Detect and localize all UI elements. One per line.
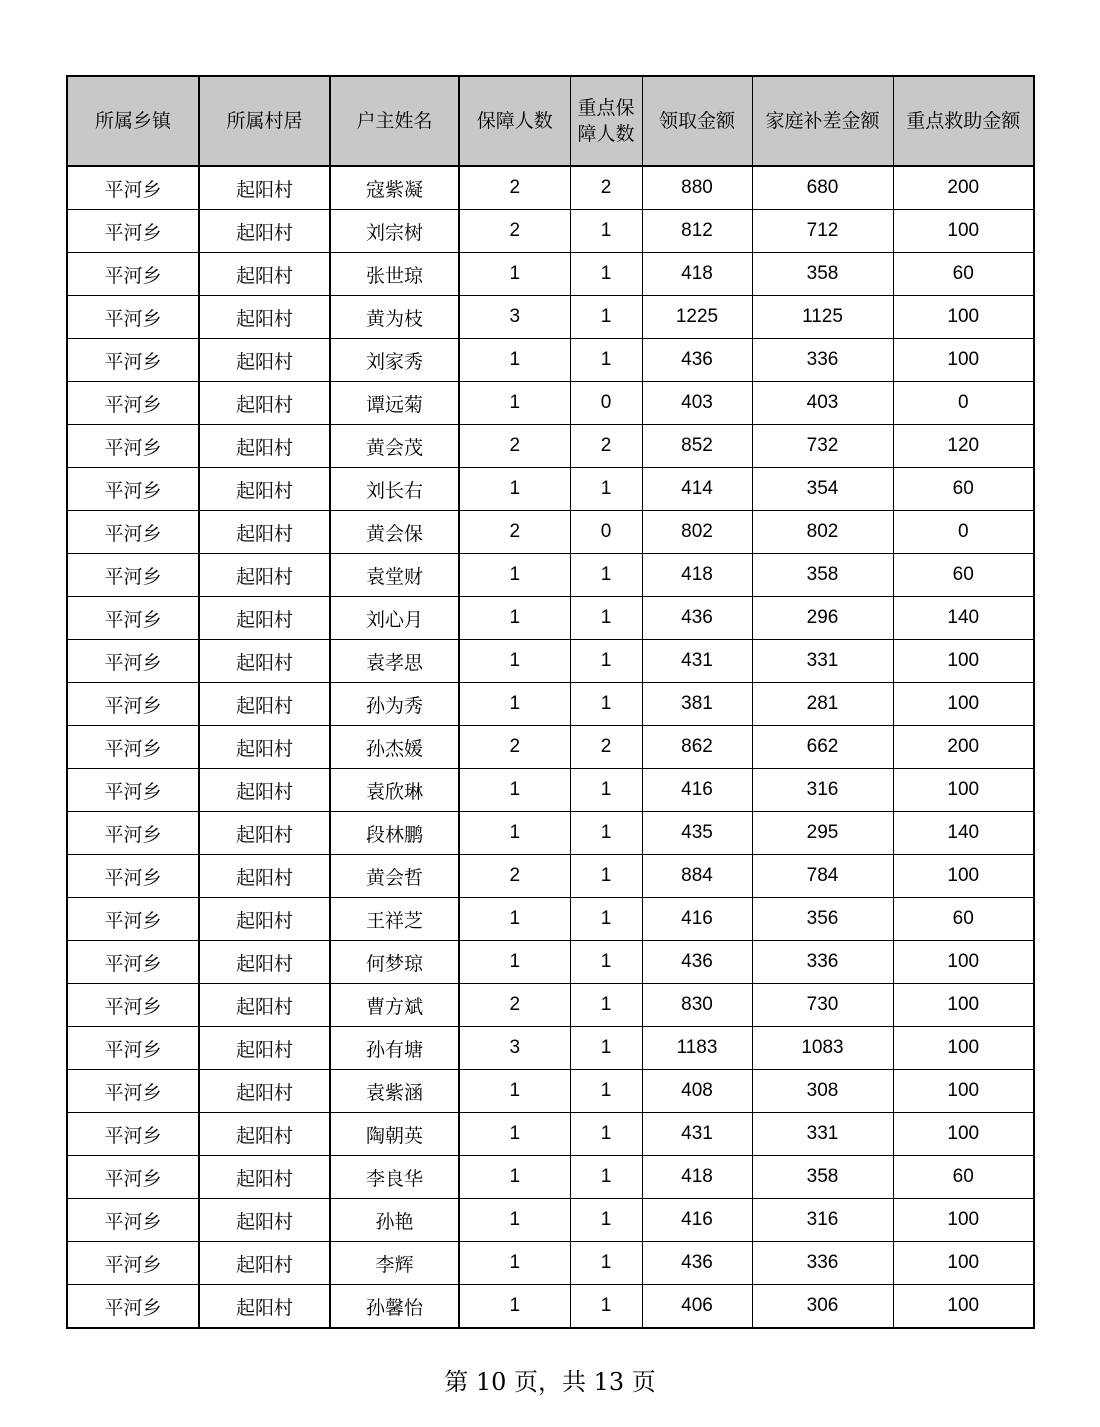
cell-village: 起阳村 [199, 1027, 330, 1070]
cell-village: 起阳村 [199, 425, 330, 468]
table-row [67, 554, 1034, 597]
cell-village: 起阳村 [199, 339, 330, 382]
cell-householder-name: 刘宗树 [330, 210, 459, 253]
cell-covered-persons: 1 [459, 898, 570, 941]
cell-covered-persons: 2 [459, 984, 570, 1027]
cell-householder-name: 袁紫涵 [330, 1070, 459, 1113]
cell-key-covered-persons: 1 [570, 812, 642, 855]
cell-amount-received: 416 [642, 898, 752, 941]
cell-key-relief-amount: 0 [893, 511, 1034, 554]
table-row [67, 1113, 1034, 1156]
cell-township: 平河乡 [67, 1285, 199, 1329]
cell-key-relief-amount: 100 [893, 1285, 1034, 1329]
cell-amount-received: 436 [642, 339, 752, 382]
cell-village: 起阳村 [199, 382, 330, 425]
cell-township: 平河乡 [67, 425, 199, 468]
cell-householder-name: 陶朝英 [330, 1113, 459, 1156]
cell-amount-received: 403 [642, 382, 752, 425]
cell-householder-name: 黄会哲 [330, 855, 459, 898]
cell-key-covered-persons: 1 [570, 554, 642, 597]
cell-township: 平河乡 [67, 898, 199, 941]
header-covered-persons: 保障人数 [459, 76, 570, 166]
cell-village: 起阳村 [199, 1156, 330, 1199]
cell-amount-received: 862 [642, 726, 752, 769]
cell-householder-name: 曹方斌 [330, 984, 459, 1027]
cell-key-covered-persons: 1 [570, 210, 642, 253]
cell-family-subsidy: 662 [752, 726, 893, 769]
cell-amount-received: 884 [642, 855, 752, 898]
cell-key-covered-persons: 1 [570, 468, 642, 511]
cell-amount-received: 381 [642, 683, 752, 726]
cell-key-covered-persons: 1 [570, 1242, 642, 1285]
cell-township: 平河乡 [67, 382, 199, 425]
cell-village: 起阳村 [199, 1070, 330, 1113]
cell-householder-name: 王祥芝 [330, 898, 459, 941]
cell-key-covered-persons: 1 [570, 253, 642, 296]
cell-key-relief-amount: 60 [893, 898, 1034, 941]
cell-amount-received: 880 [642, 166, 752, 210]
header-village: 所属村居 [199, 76, 330, 166]
cell-key-covered-persons: 2 [570, 726, 642, 769]
cell-village: 起阳村 [199, 1285, 330, 1329]
cell-key-relief-amount: 100 [893, 683, 1034, 726]
cell-township: 平河乡 [67, 984, 199, 1027]
cell-village: 起阳村 [199, 468, 330, 511]
cell-village: 起阳村 [199, 769, 330, 812]
cell-key-relief-amount: 60 [893, 554, 1034, 597]
cell-key-relief-amount: 0 [893, 382, 1034, 425]
table-row [67, 339, 1034, 382]
cell-village: 起阳村 [199, 984, 330, 1027]
cell-township: 平河乡 [67, 554, 199, 597]
cell-householder-name: 寇紫凝 [330, 166, 459, 210]
table-body [67, 166, 1034, 1328]
cell-village: 起阳村 [199, 941, 330, 984]
table-row [67, 726, 1034, 769]
table-row [67, 855, 1034, 898]
cell-key-covered-persons: 1 [570, 898, 642, 941]
cell-key-covered-persons: 1 [570, 683, 642, 726]
cell-covered-persons: 2 [459, 855, 570, 898]
cell-key-covered-persons: 1 [570, 1199, 642, 1242]
cell-village: 起阳村 [199, 898, 330, 941]
cell-covered-persons: 1 [459, 1113, 570, 1156]
cell-amount-received: 418 [642, 554, 752, 597]
table-row [67, 382, 1034, 425]
cell-amount-received: 802 [642, 511, 752, 554]
cell-family-subsidy: 336 [752, 941, 893, 984]
cell-township: 平河乡 [67, 166, 199, 210]
cell-township: 平河乡 [67, 726, 199, 769]
cell-covered-persons: 1 [459, 1242, 570, 1285]
cell-key-covered-persons: 1 [570, 941, 642, 984]
cell-family-subsidy: 358 [752, 253, 893, 296]
cell-covered-persons: 1 [459, 1070, 570, 1113]
cell-amount-received: 1225 [642, 296, 752, 339]
cell-amount-received: 830 [642, 984, 752, 1027]
cell-covered-persons: 1 [459, 1199, 570, 1242]
cell-covered-persons: 1 [459, 941, 570, 984]
cell-covered-persons: 1 [459, 253, 570, 296]
table-row [67, 683, 1034, 726]
cell-township: 平河乡 [67, 769, 199, 812]
cell-family-subsidy: 680 [752, 166, 893, 210]
cell-amount-received: 852 [642, 425, 752, 468]
cell-family-subsidy: 331 [752, 640, 893, 683]
header-householder-name: 户主姓名 [330, 76, 459, 166]
cell-key-relief-amount: 100 [893, 1113, 1034, 1156]
table-row [67, 898, 1034, 941]
cell-key-relief-amount: 200 [893, 726, 1034, 769]
table-row [67, 1070, 1034, 1113]
cell-covered-persons: 1 [459, 640, 570, 683]
cell-township: 平河乡 [67, 1070, 199, 1113]
cell-township: 平河乡 [67, 1156, 199, 1199]
cell-key-relief-amount: 140 [893, 812, 1034, 855]
cell-amount-received: 435 [642, 812, 752, 855]
cell-amount-received: 436 [642, 1242, 752, 1285]
cell-township: 平河乡 [67, 812, 199, 855]
cell-key-relief-amount: 100 [893, 769, 1034, 812]
cell-key-covered-persons: 1 [570, 339, 642, 382]
cell-township: 平河乡 [67, 683, 199, 726]
cell-amount-received: 418 [642, 1156, 752, 1199]
cell-key-covered-persons: 2 [570, 425, 642, 468]
cell-covered-persons: 1 [459, 554, 570, 597]
cell-amount-received: 431 [642, 640, 752, 683]
cell-township: 平河乡 [67, 1199, 199, 1242]
table-row [67, 1242, 1034, 1285]
cell-key-covered-persons: 2 [570, 166, 642, 210]
cell-key-relief-amount: 100 [893, 640, 1034, 683]
cell-family-subsidy: 308 [752, 1070, 893, 1113]
cell-family-subsidy: 295 [752, 812, 893, 855]
cell-township: 平河乡 [67, 597, 199, 640]
cell-amount-received: 414 [642, 468, 752, 511]
cell-covered-persons: 2 [459, 210, 570, 253]
cell-village: 起阳村 [199, 1113, 330, 1156]
cell-covered-persons: 1 [459, 1156, 570, 1199]
cell-covered-persons: 2 [459, 425, 570, 468]
cell-village: 起阳村 [199, 640, 330, 683]
table-row [67, 1027, 1034, 1070]
cell-key-relief-amount: 120 [893, 425, 1034, 468]
cell-township: 平河乡 [67, 1242, 199, 1285]
cell-amount-received: 436 [642, 941, 752, 984]
cell-township: 平河乡 [67, 339, 199, 382]
table-row [67, 812, 1034, 855]
cell-key-covered-persons: 1 [570, 769, 642, 812]
cell-key-covered-persons: 1 [570, 1070, 642, 1113]
cell-key-relief-amount: 100 [893, 984, 1034, 1027]
cell-village: 起阳村 [199, 855, 330, 898]
cell-township: 平河乡 [67, 941, 199, 984]
table-row [67, 166, 1034, 210]
cell-family-subsidy: 732 [752, 425, 893, 468]
table-row [67, 1285, 1034, 1329]
cell-key-covered-persons: 0 [570, 511, 642, 554]
cell-householder-name: 黄为枝 [330, 296, 459, 339]
table-row [67, 468, 1034, 511]
cell-key-relief-amount: 100 [893, 1242, 1034, 1285]
cell-householder-name: 李良华 [330, 1156, 459, 1199]
cell-key-covered-persons: 1 [570, 855, 642, 898]
cell-key-covered-persons: 1 [570, 597, 642, 640]
cell-village: 起阳村 [199, 296, 330, 339]
cell-covered-persons: 1 [459, 382, 570, 425]
cell-township: 平河乡 [67, 511, 199, 554]
cell-key-covered-persons: 1 [570, 1156, 642, 1199]
header-row [67, 76, 1034, 166]
cell-township: 平河乡 [67, 468, 199, 511]
cell-village: 起阳村 [199, 1199, 330, 1242]
cell-key-relief-amount: 100 [893, 1027, 1034, 1070]
cell-key-covered-persons: 1 [570, 1285, 642, 1329]
cell-village: 起阳村 [199, 597, 330, 640]
cell-family-subsidy: 336 [752, 1242, 893, 1285]
cell-covered-persons: 2 [459, 166, 570, 210]
header-township: 所属乡镇 [67, 76, 199, 166]
cell-householder-name: 袁孝思 [330, 640, 459, 683]
cell-key-relief-amount: 60 [893, 1156, 1034, 1199]
table-row [67, 1199, 1034, 1242]
cell-township: 平河乡 [67, 253, 199, 296]
cell-key-relief-amount: 100 [893, 1199, 1034, 1242]
cell-householder-name: 孙艳 [330, 1199, 459, 1242]
cell-covered-persons: 1 [459, 1285, 570, 1329]
cell-key-relief-amount: 140 [893, 597, 1034, 640]
cell-key-relief-amount: 100 [893, 296, 1034, 339]
cell-amount-received: 418 [642, 253, 752, 296]
cell-householder-name: 孙馨怡 [330, 1285, 459, 1329]
cell-householder-name: 刘家秀 [330, 339, 459, 382]
page-footer: 第 10 页，共 13 页 [444, 1368, 656, 1396]
cell-village: 起阳村 [199, 683, 330, 726]
cell-family-subsidy: 356 [752, 898, 893, 941]
cell-family-subsidy: 316 [752, 1199, 893, 1242]
cell-amount-received: 406 [642, 1285, 752, 1329]
table-row [67, 1156, 1034, 1199]
cell-amount-received: 416 [642, 1199, 752, 1242]
cell-key-covered-persons: 0 [570, 382, 642, 425]
cell-householder-name: 张世琼 [330, 253, 459, 296]
table-row [67, 511, 1034, 554]
cell-family-subsidy: 730 [752, 984, 893, 1027]
cell-village: 起阳村 [199, 812, 330, 855]
cell-village: 起阳村 [199, 1242, 330, 1285]
cell-key-covered-persons: 1 [570, 984, 642, 1027]
table-row [67, 769, 1034, 812]
cell-covered-persons: 3 [459, 1027, 570, 1070]
cell-family-subsidy: 354 [752, 468, 893, 511]
header-family-subsidy: 家庭补差金额 [752, 76, 893, 166]
cell-covered-persons: 1 [459, 339, 570, 382]
cell-family-subsidy: 784 [752, 855, 893, 898]
cell-householder-name: 刘长右 [330, 468, 459, 511]
cell-family-subsidy: 802 [752, 511, 893, 554]
cell-village: 起阳村 [199, 253, 330, 296]
cell-key-relief-amount: 100 [893, 855, 1034, 898]
cell-family-subsidy: 331 [752, 1113, 893, 1156]
cell-family-subsidy: 712 [752, 210, 893, 253]
cell-householder-name: 谭远菊 [330, 382, 459, 425]
cell-family-subsidy: 281 [752, 683, 893, 726]
cell-key-relief-amount: 100 [893, 1070, 1034, 1113]
cell-family-subsidy: 358 [752, 554, 893, 597]
cell-amount-received: 436 [642, 597, 752, 640]
cell-township: 平河乡 [67, 210, 199, 253]
cell-amount-received: 408 [642, 1070, 752, 1113]
cell-householder-name: 孙杰媛 [330, 726, 459, 769]
cell-key-covered-persons: 1 [570, 1027, 642, 1070]
cell-amount-received: 812 [642, 210, 752, 253]
cell-key-covered-persons: 1 [570, 296, 642, 339]
cell-township: 平河乡 [67, 296, 199, 339]
cell-village: 起阳村 [199, 726, 330, 769]
cell-family-subsidy: 296 [752, 597, 893, 640]
cell-village: 起阳村 [199, 210, 330, 253]
header-key-relief-amount: 重点救助金额 [893, 76, 1034, 166]
cell-key-relief-amount: 100 [893, 339, 1034, 382]
cell-covered-persons: 2 [459, 511, 570, 554]
cell-covered-persons: 3 [459, 296, 570, 339]
cell-householder-name: 孙有塘 [330, 1027, 459, 1070]
cell-covered-persons: 1 [459, 812, 570, 855]
cell-householder-name: 何梦琼 [330, 941, 459, 984]
cell-family-subsidy: 358 [752, 1156, 893, 1199]
cell-family-subsidy: 1125 [752, 296, 893, 339]
cell-covered-persons: 1 [459, 597, 570, 640]
cell-householder-name: 段林鹏 [330, 812, 459, 855]
header-key-covered-persons: 重点保障人数 [570, 76, 642, 166]
cell-family-subsidy: 403 [752, 382, 893, 425]
table-row [67, 941, 1034, 984]
cell-covered-persons: 1 [459, 769, 570, 812]
cell-covered-persons: 2 [459, 726, 570, 769]
cell-key-relief-amount: 60 [893, 468, 1034, 511]
cell-householder-name: 刘心月 [330, 597, 459, 640]
cell-covered-persons: 1 [459, 683, 570, 726]
cell-township: 平河乡 [67, 1027, 199, 1070]
cell-key-relief-amount: 100 [893, 941, 1034, 984]
cell-township: 平河乡 [67, 1113, 199, 1156]
cell-key-relief-amount: 200 [893, 166, 1034, 210]
table-row [67, 597, 1034, 640]
cell-householder-name: 黄会保 [330, 511, 459, 554]
cell-householder-name: 孙为秀 [330, 683, 459, 726]
header-amount-received: 领取金额 [642, 76, 752, 166]
table-row [67, 425, 1034, 468]
cell-village: 起阳村 [199, 511, 330, 554]
cell-amount-received: 1183 [642, 1027, 752, 1070]
table-row [67, 296, 1034, 339]
cell-village: 起阳村 [199, 554, 330, 597]
cell-township: 平河乡 [67, 855, 199, 898]
cell-family-subsidy: 316 [752, 769, 893, 812]
cell-key-relief-amount: 100 [893, 210, 1034, 253]
cell-covered-persons: 1 [459, 468, 570, 511]
cell-key-covered-persons: 1 [570, 640, 642, 683]
cell-family-subsidy: 336 [752, 339, 893, 382]
cell-householder-name: 李辉 [330, 1242, 459, 1285]
cell-householder-name: 袁堂财 [330, 554, 459, 597]
table-row [67, 640, 1034, 683]
cell-householder-name: 黄会茂 [330, 425, 459, 468]
table-row [67, 253, 1034, 296]
cell-key-covered-persons: 1 [570, 1113, 642, 1156]
table-row [67, 210, 1034, 253]
cell-township: 平河乡 [67, 640, 199, 683]
data-table [66, 75, 1035, 1329]
cell-householder-name: 袁欣琳 [330, 769, 459, 812]
cell-family-subsidy: 306 [752, 1285, 893, 1329]
table-row [67, 984, 1034, 1027]
cell-village: 起阳村 [199, 166, 330, 210]
cell-family-subsidy: 1083 [752, 1027, 893, 1070]
table-header [67, 76, 1034, 166]
cell-key-relief-amount: 60 [893, 253, 1034, 296]
cell-amount-received: 431 [642, 1113, 752, 1156]
cell-amount-received: 416 [642, 769, 752, 812]
